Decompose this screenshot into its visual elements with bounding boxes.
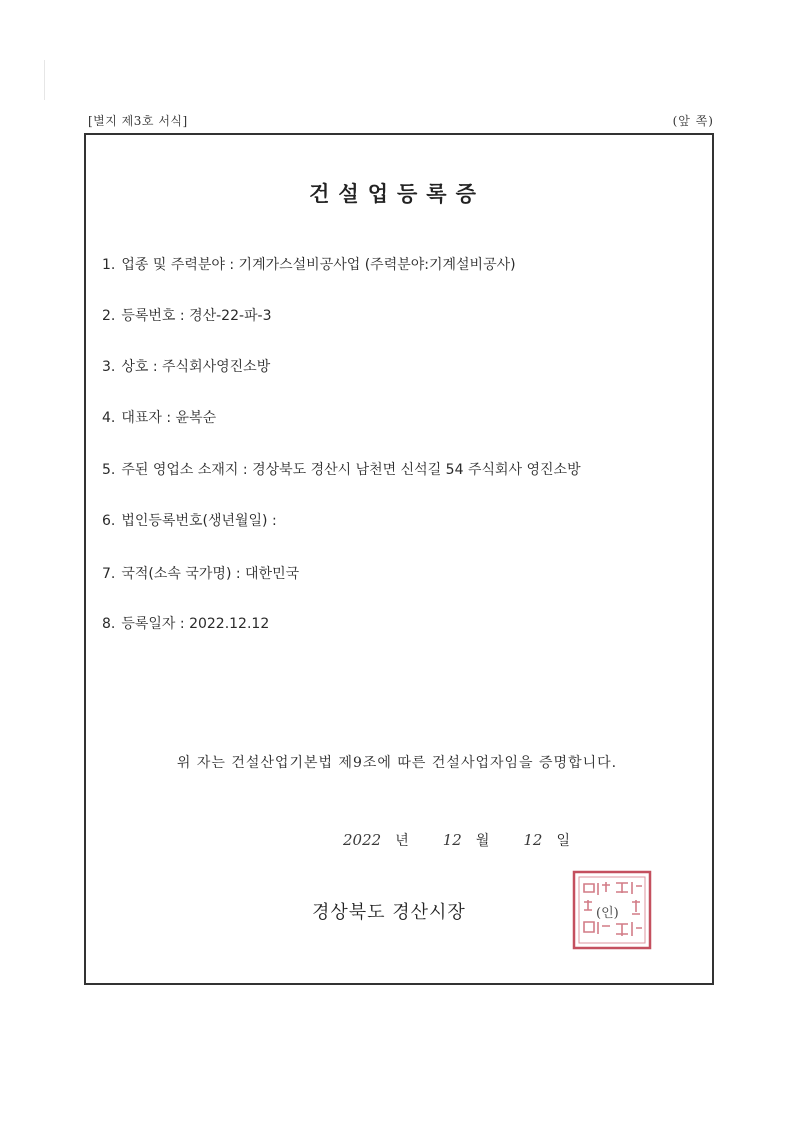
- list-item: [102, 459, 581, 479]
- handwritten-day: 12: [523, 831, 543, 849]
- item-number: 4.: [102, 410, 116, 426]
- item-number: 1.: [102, 257, 116, 273]
- page-side-label: (앞 쪽): [672, 114, 714, 128]
- issuer-name: 경상북도 경산시장: [312, 902, 466, 923]
- certification-statement: 위 자는 건설산업기본법 제9조에 따른 건설사업자임을 증명합니다.: [176, 755, 618, 771]
- day-unit: 일: [556, 833, 570, 849]
- item-text: 상호 : 주식회사영진소방: [121, 359, 271, 375]
- issue-date: [343, 830, 570, 850]
- item-number: 7.: [102, 566, 116, 582]
- item-number: 8.: [102, 616, 116, 632]
- item-number: 6.: [102, 513, 116, 529]
- form-label: [별지 제3호 서식]: [88, 114, 188, 128]
- month-unit: 월: [475, 833, 490, 849]
- item-text: 등록번호 : 경산-22-파-3: [121, 308, 272, 324]
- handwritten-year: 2022: [343, 831, 382, 849]
- item-number: 2.: [102, 308, 116, 324]
- item-text: 주된 영업소 소재지 : 경상북도 경산시 남천면 신석길 54 주식회사 영진소방: [121, 462, 581, 478]
- certificate-title: 건설업등록증: [309, 182, 485, 206]
- list-item: [102, 305, 272, 325]
- seal-mark-label: (인): [596, 906, 619, 921]
- item-text: 대표자 : 윤복순: [121, 410, 217, 426]
- item-text: 등록일자 : 2022.12.12: [121, 616, 270, 632]
- scan-artifact: [44, 60, 45, 100]
- year-unit: 년: [395, 833, 409, 849]
- item-number: 5.: [102, 462, 116, 478]
- list-item: [102, 356, 270, 376]
- list-item: [102, 254, 516, 274]
- item-text: 법인등록번호(생년월일) :: [121, 513, 277, 529]
- list-item: [102, 407, 216, 427]
- list-item: [102, 613, 269, 633]
- list-item: [102, 563, 299, 583]
- item-text: 업종 및 주력분야 : 기계가스설비공사업 (주력분야:기계설비공사): [121, 257, 516, 273]
- list-item: [102, 510, 277, 530]
- item-number: 3.: [102, 359, 116, 375]
- item-text: 국적(소속 국가명) : 대한민국: [121, 566, 300, 582]
- handwritten-month: 12: [442, 831, 462, 849]
